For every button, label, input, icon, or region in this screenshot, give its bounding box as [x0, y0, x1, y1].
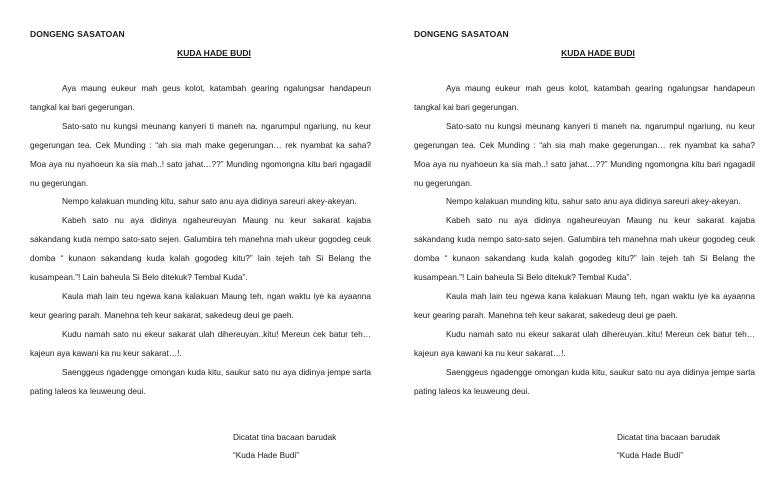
story-body	[30, 79, 371, 400]
paragraph: Aya maung eukeur mah geus kolot, katambah gearing ngalungsar handapeun tangkal kai bari gegerungan.	[30, 83, 371, 112]
page-header: DONGENG SASATOAN	[414, 29, 509, 39]
paragraph: Nempo kalakuan munding kitu, sahur sato anu aya didinya sareuri akey-akeyan.	[446, 196, 741, 207]
paragraph: Kabeh sato nu aya didinya ngaheureuyan Maung nu keur sakarat kajaba sakandang kuda nempo sato-sato sejen. Galumbira teh manehna mah ukeur gogodeg ceuk domba “ kunaon sakandang kuda kalah gogodeg kitu?” lain tejeh tah Si Belang the kusampean.”! Lain baheula Si Belo ditekuk? Tembal Kuda”.	[414, 215, 755, 283]
paragraph: Sato-sato nu kungsi meunang kanyeri ti maneh na. ngarumpul ngariung, nu keur gegerungan tea. Cek Munding : “ah sia mah make gegerungan… rek nyambat ka saha? Moa aya nu nyahoeun ka sia mah..! sato jahat…??” Munding ngomongna kitu bari ngagadil nu gegerungan.	[30, 120, 371, 188]
paragraph: Nempo kalakuan munding kitu, sahur sato anu aya didinya sareuri akey-akeyan.	[62, 196, 357, 207]
paragraph: Kudu namah sato nu ekeur sakarat ulah dihereuyan.,kitu! Mereun cek batur teh… kajeun aya kawani ka nu keur sakarat…!.	[414, 328, 755, 358]
story-title-text: KUDA HADE BUDI	[561, 48, 635, 58]
signature-line: Dicatat tina bacaan barudak	[617, 432, 721, 442]
story-body	[414, 79, 755, 400]
story-title-text: KUDA HADE BUDI	[177, 48, 251, 58]
signature-line: “Kuda Hade Budi”	[233, 450, 299, 460]
paragraph: Saenggeus ngadengge omongan kuda kitu, saukur sato nu aya didinya jempe sarta pating laleos ka leuweung deui.	[30, 366, 371, 396]
paragraph: Kaula mah lain teu ngewa kana kalakuan Maung teh, ngan waktu iye ka ayaanna keur gearing parah. Manehna teh keur sakarat, sakedeug deui ge paeh.	[414, 290, 755, 320]
signature-line: Dicatat tina bacaan barudak	[233, 432, 337, 442]
story-title	[384, 48, 768, 58]
paragraph: Kaula mah lain teu ngewa kana kalakuan Maung teh, ngan waktu iye ka ayaanna keur gearing parah. Manehna teh keur sakarat, sakedeug deui ge paeh.	[30, 290, 371, 320]
document-page-right	[384, 0, 768, 501]
paragraph: Kabeh sato nu aya didinya ngaheureuyan Maung nu keur sakarat kajaba sakandang kuda nempo sato-sato sejen. Galumbira teh manehna mah ukeur gogodeg ceuk domba “ kunaon sakandang kuda kalah gogodeg kitu?” lain tejeh tah Si Belang the kusampean.”! Lain baheula Si Belo ditekuk? Tembal Kuda”.	[30, 215, 371, 283]
story-title	[0, 48, 384, 58]
paragraph: Saenggeus ngadengge omongan kuda kitu, saukur sato nu aya didinya jempe sarta pating laleos ka leuweung deui.	[414, 366, 755, 396]
signature-block	[617, 428, 720, 464]
signature-block	[233, 428, 336, 464]
paragraph: Kudu namah sato nu ekeur sakarat ulah dihereuyan.,kitu! Mereun cek batur teh… kajeun aya kawani ka nu keur sakarat…!.	[30, 328, 371, 358]
paragraph: Sato-sato nu kungsi meunang kanyeri ti maneh na. ngarumpul ngariung, nu keur gegerungan tea. Cek Munding : “ah sia mah make gegerungan… rek nyambat ka saha? Moa aya nu nyahoeun ka sia mah..! sato jahat…??” Munding ngomongna kitu bari ngagadil nu gegerungan.	[414, 120, 755, 188]
page-header: DONGENG SASATOAN	[30, 29, 125, 39]
signature-line: “Kuda Hade Budi”	[617, 450, 683, 460]
paragraph: Aya maung eukeur mah geus kolot, katambah gearing ngalungsar handapeun tangkal kai bari gegerungan.	[414, 83, 755, 112]
